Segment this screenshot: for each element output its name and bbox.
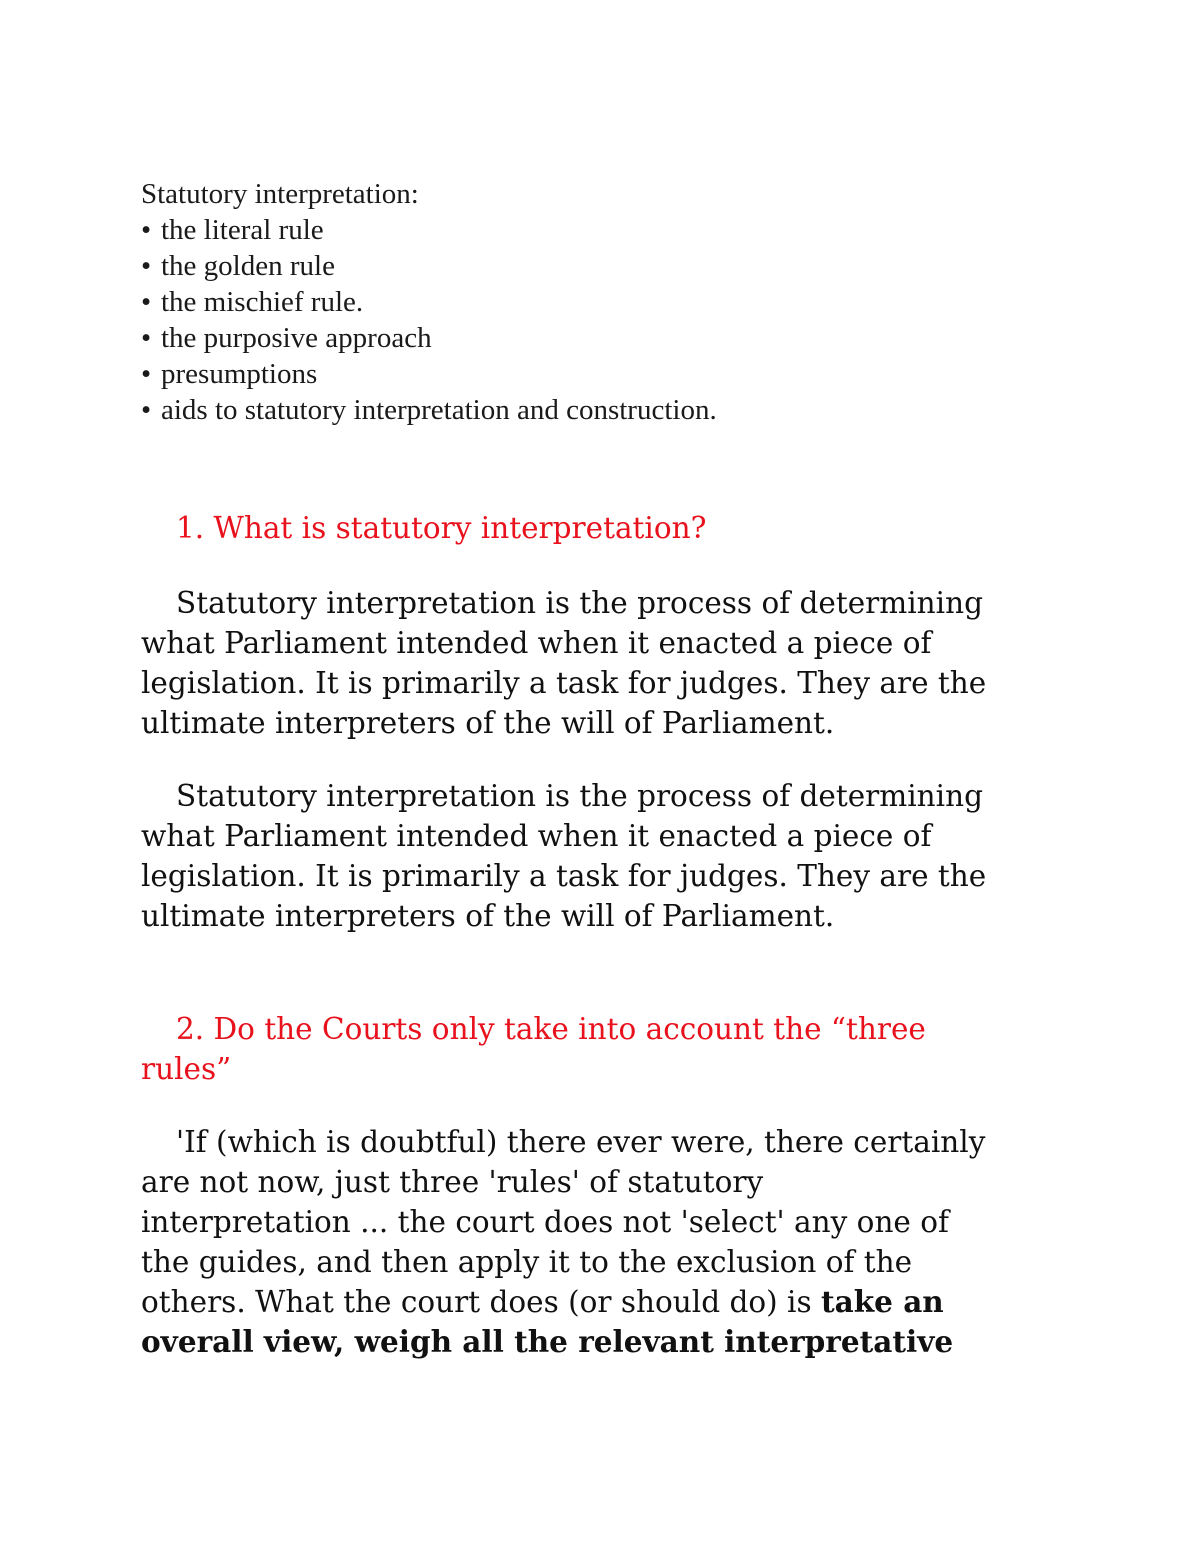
section-1-paragraph-1: Statutory interpretation is the process of determining what Parliament intended when it enacted a piece of legislation. It is primarily a task for judges. They are the ultimate interpreters of the will of Parliament. xyxy=(141,586,987,740)
topic-list xyxy=(141,176,1041,428)
topic-list-title: Statutory interpretation: xyxy=(141,178,419,210)
bullet-icon: • xyxy=(141,322,152,354)
bullet-icon: • xyxy=(141,250,152,282)
bullet-icon: • xyxy=(141,286,152,318)
section-1-paragraph-2: Statutory interpretation is the process of determining what Parliament intended when it enacted a piece of legislation. It is primarily a task for judges. They are the ultimate interpreters of the will of Parliament. xyxy=(141,779,987,933)
bullet-icon: • xyxy=(141,394,152,426)
list-item: • the mischief rule. xyxy=(141,286,364,318)
list-item: • the golden rule xyxy=(141,250,335,282)
list-item: • the literal rule xyxy=(141,214,324,246)
bullet-icon: • xyxy=(141,214,152,246)
list-item: • presumptions xyxy=(141,358,318,390)
section-2-quote: 'If (which is doubtful) there ever were, there certainly are not now, just three 'rules' of statutory interpretation ... the court does not 'select' any one of the guides, and then apply it to the exclusion of the others. What the court does (or should do) is take an overall view, weigh all the relevant interpretative xyxy=(141,1125,986,1359)
list-item: • the purposive approach xyxy=(141,322,432,354)
section-2-heading: 2. Do the Courts only take into account the “three rules” xyxy=(141,1012,926,1086)
bullet-icon: • xyxy=(141,358,152,390)
section-1-heading: 1. What is statutory interpretation? xyxy=(176,511,707,545)
list-item: • aids to statutory interpretation and construction. xyxy=(141,394,717,426)
